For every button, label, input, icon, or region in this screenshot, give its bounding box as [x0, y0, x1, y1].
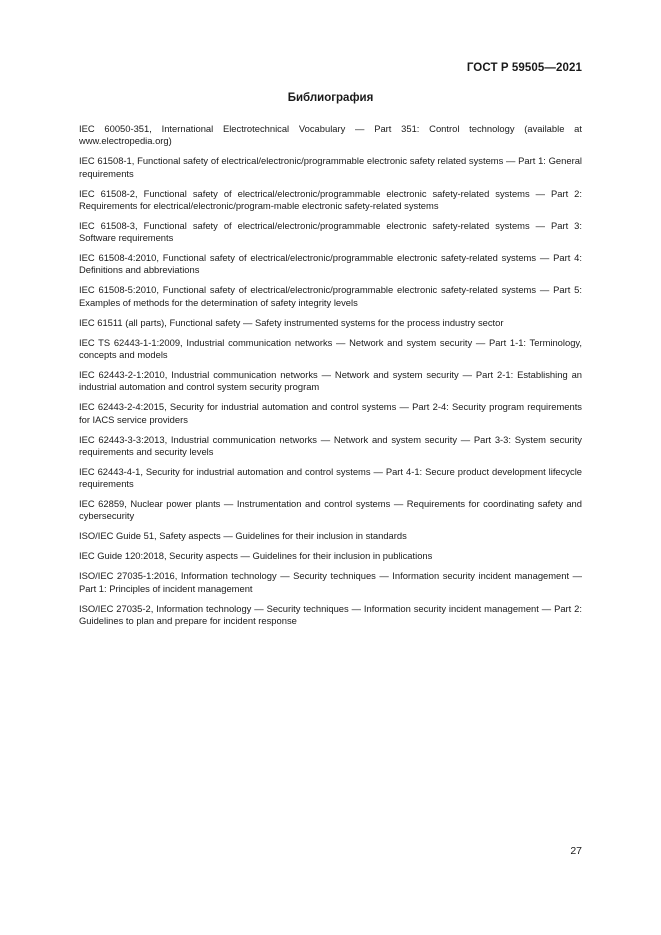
reference-item: IEC TS 62443-1-1:2009, Industrial communication networks — Network and system security — Part 1-1: Terminology, concepts and models	[79, 336, 582, 360]
reference-item: ISO/IEC 27035-2, Information technology — Security techniques — Information security incident management — Part 2: Guidelines to plan and prepare for incident response	[79, 602, 582, 626]
reference-item: IEC 61511 (all parts), Functional safety — Safety instrumented systems for the process industry sector	[79, 316, 504, 328]
reference-item: IEC 62443-2-1:2010, Industrial communication networks — Network and system security — Part 2-1: Establishing an industrial automation and control system security program	[79, 368, 582, 393]
reference-list	[79, 123, 582, 635]
reference-item: IEC Guide 120:2018, Security aspects — Guidelines for their inclusion in publications	[79, 550, 433, 562]
reference-item: IEC 61508-2, Functional safety of electrical/electronic/programmable electronic safety-related systems — Part 2: Requirements for electrical/electronic/program-mable electronic safety-related systems	[79, 187, 582, 211]
reference-item: IEC 61508-5:2010, Functional safety of electrical/electronic/programmable electronic safety-related systems — Part 5: Examples of methods for the determination of safety integrity levels	[79, 284, 582, 308]
reference-item: IEC 61508-3, Functional safety of electrical/electronic/programmable electronic safety-related systems — Part 3: Software requirements	[79, 219, 582, 244]
reference-item: IEC 61508-1, Functional safety of electrical/electronic/programmable electronic safety related systems — Part 1: General requirements	[79, 155, 582, 179]
reference-item: IEC 62443-2-4:2015, Security for industrial automation and control systems — Part 2-4: Security program requirements for IACS service providers	[79, 401, 582, 425]
reference-item: IEC 62859, Nuclear power plants — Instrumentation and control systems — Requirements for coordinating safety and cybersecurity	[79, 498, 582, 522]
reference-item: IEC 62443-3-3:2013, Industrial communication networks — Network and system security — Part 3-3: System security requirements and security levels	[79, 433, 582, 457]
document-code: ГОСТ Р 59505—2021	[466, 62, 582, 74]
reference-item: IEC 61508-4:2010, Functional safety of electrical/electronic/programmable electronic safety-related systems — Part 4: Definitions and abbreviations	[79, 252, 582, 276]
page-number: 27	[570, 845, 582, 857]
section-title: Библиография	[287, 92, 374, 104]
reference-item: IEC 62443-4-1, Security for industrial automation and control systems — Part 4-1: Secure product development lifecycle requirements	[79, 465, 582, 490]
reference-item: IEC 60050-351, International Electrotechnical Vocabulary — Part 351: Control technology (available at www.electropedia.org)	[79, 123, 582, 147]
reference-item: ISO/IEC Guide 51, Safety aspects — Guidelines for their inclusion in standards	[79, 530, 407, 542]
reference-item: ISO/IEC 27035-1:2016, Information technology — Security techniques — Information security incident management — Part 1: Principles of incident management	[79, 570, 582, 594]
